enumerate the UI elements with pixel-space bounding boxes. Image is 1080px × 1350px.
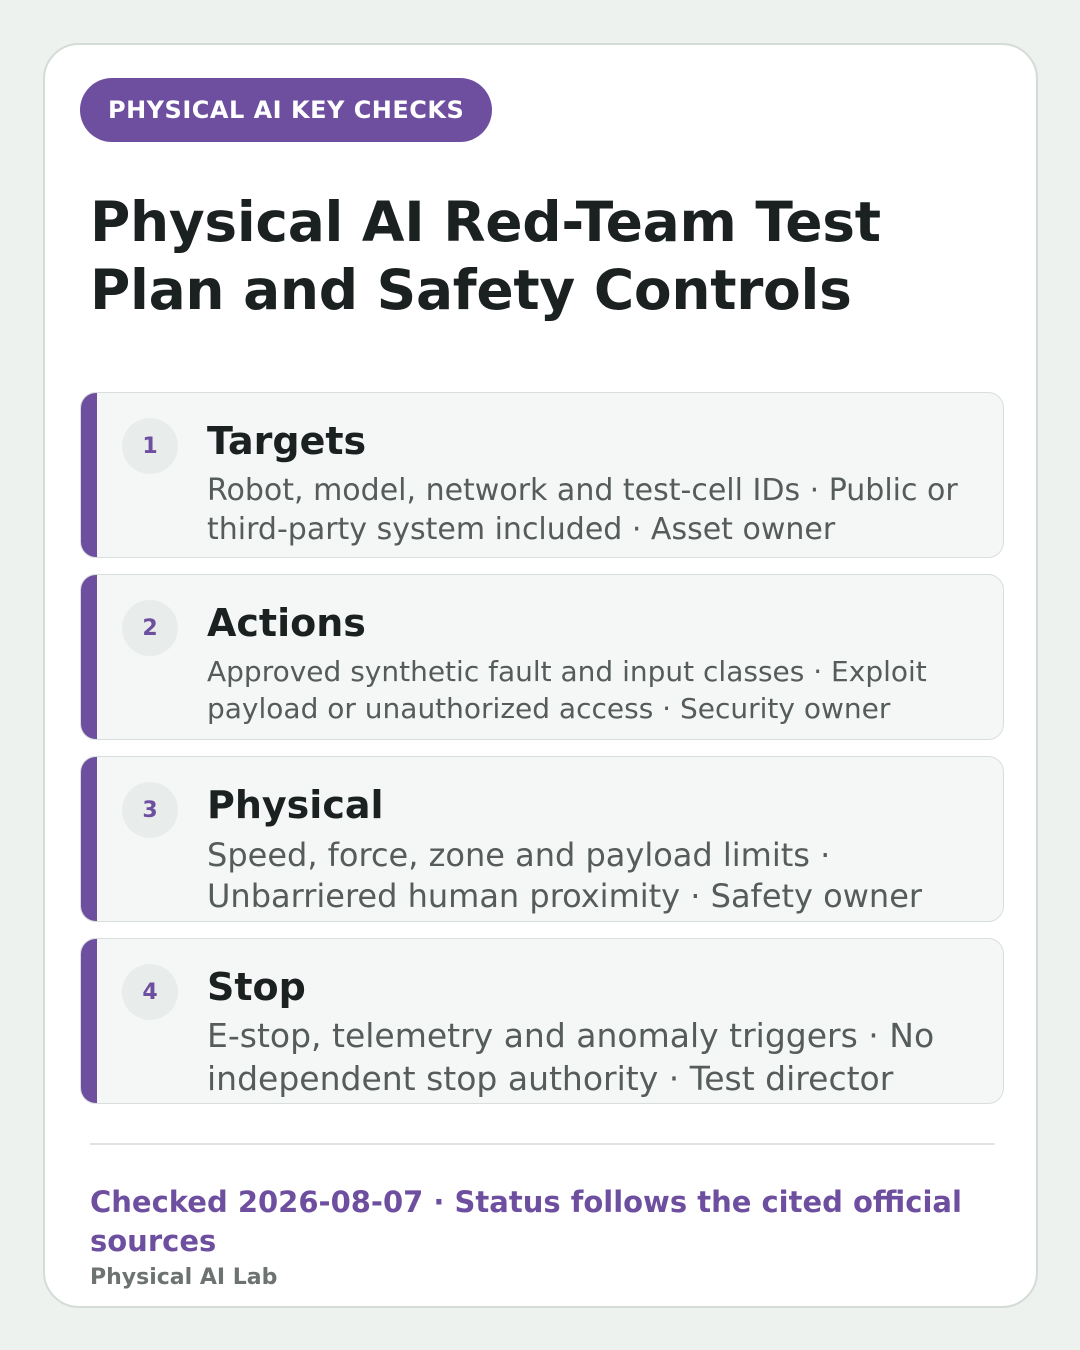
footer-brand: Physical AI Lab bbox=[90, 1265, 278, 1290]
checklist-card bbox=[43, 43, 1038, 1308]
list-item-stop bbox=[80, 938, 1004, 1104]
accent-bar bbox=[81, 393, 97, 557]
list-item-targets bbox=[80, 392, 1004, 558]
list-item-actions bbox=[80, 574, 1004, 740]
accent-bar bbox=[81, 575, 97, 739]
item-title: Stop bbox=[207, 965, 306, 1009]
checklist bbox=[80, 392, 1004, 1120]
footer-divider bbox=[90, 1143, 995, 1145]
item-description: Approved synthetic fault and input classes · Exploit payload or unauthorized access · Security owner bbox=[207, 655, 927, 725]
item-title: Physical bbox=[207, 783, 384, 827]
list-item-physical bbox=[80, 756, 1004, 922]
item-title: Targets bbox=[207, 419, 367, 463]
category-tag: PHYSICAL AI KEY CHECKS bbox=[80, 78, 492, 142]
item-number: 2 bbox=[122, 600, 178, 656]
item-number: 4 bbox=[122, 964, 178, 1020]
item-number: 1 bbox=[122, 418, 178, 474]
item-description: Robot, model, network and test-cell IDs · Public or third-party system included · Asset owner bbox=[207, 473, 958, 547]
accent-bar bbox=[81, 757, 97, 921]
item-number: 3 bbox=[122, 782, 178, 838]
item-description: Speed, force, zone and payload limits · Unbarriered human proximity · Safety owner bbox=[207, 836, 923, 915]
footer-note: Checked 2026-08-07 · Status follows the cited official sources bbox=[90, 1185, 962, 1258]
page-title: Physical AI Red-Team Test Plan and Safety Controls bbox=[90, 190, 881, 322]
accent-bar bbox=[81, 939, 97, 1103]
item-title: Actions bbox=[207, 601, 366, 645]
item-description: E-stop, telemetry and anomaly triggers · No independent stop authority · Test director bbox=[207, 1016, 935, 1098]
